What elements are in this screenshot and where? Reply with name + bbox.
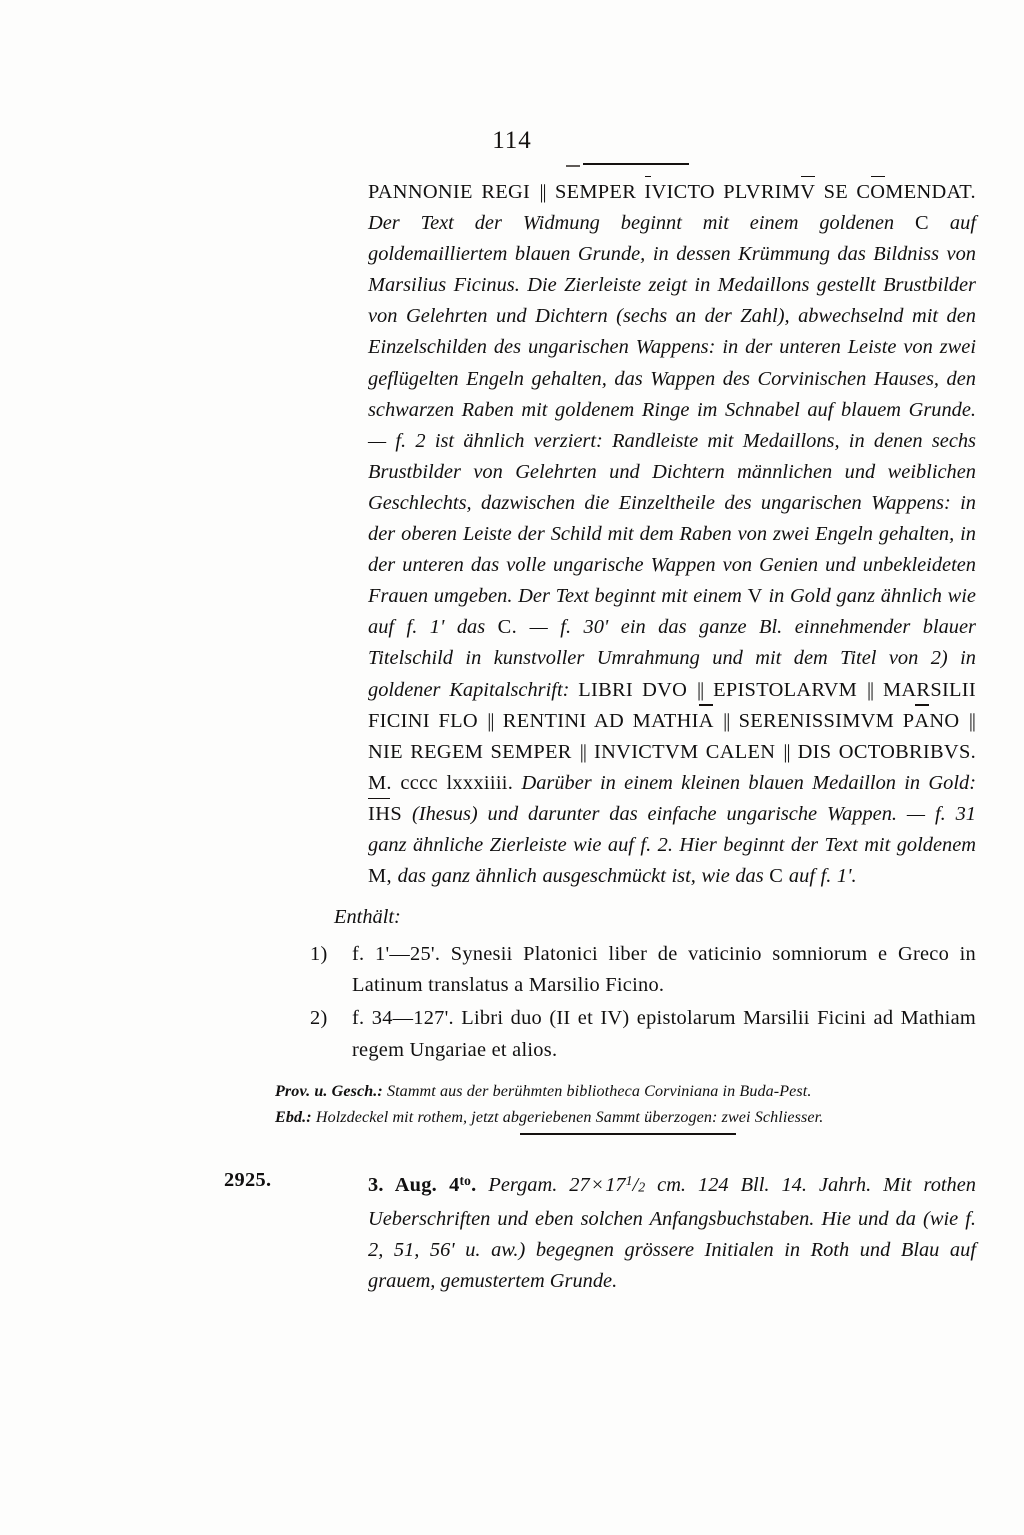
inscription-caps-comendat: COMENDAT. [856, 181, 976, 203]
initial-letter-C: C. [497, 616, 518, 639]
list-item [310, 1003, 976, 1065]
macron-letter: V [800, 177, 815, 208]
entry-format-period: . [471, 1174, 477, 1197]
commentary-text: — f. 30' ein das ganze Bl. einnehmender blauer Titelschild in kunstvoller Umrahmung und mit dem Titel von 2) in goldener Kapitalschrift: [368, 616, 976, 701]
initial-letter-V: V [747, 585, 763, 608]
entry-number: 2925. [224, 1169, 272, 1191]
fraction-numerator: 1 [625, 1174, 633, 1190]
multiplication-sign: × [591, 1174, 604, 1197]
title-caps: NIE REGEM SEMPER [368, 740, 572, 763]
line-break-mark: || [723, 709, 730, 732]
catalogue-entry-2925 [224, 1165, 976, 1297]
contents-label: Enthält: [334, 906, 401, 929]
page-header [0, 128, 1024, 153]
description-paragraph [368, 177, 976, 892]
entry-format-text: 3. Aug. 4 [368, 1174, 460, 1197]
contents-list [310, 939, 976, 1065]
page-number: 114 [492, 127, 532, 154]
title-caps-mathia: RENTINI AD MATHIA [503, 710, 714, 732]
title-caps: MARSILII FICINI FLO [368, 678, 976, 732]
macron-letter-pair: IH [368, 799, 390, 830]
fraction-denominator: 2 [638, 1180, 646, 1196]
commentary-text: auf f. 1'. [788, 865, 857, 888]
commentary-text: Darüber in einem kleinen blauen Medaillon in Gold: [521, 771, 976, 794]
line-break-mark: || [579, 740, 586, 763]
title-caps: LIBRI DVO [578, 678, 688, 701]
initial-letter-C: C [769, 865, 784, 888]
macron-letter: A [699, 706, 714, 737]
line-break-mark: || [539, 181, 546, 203]
commentary-text: auf goldemailliertem blauen Grunde, in dessen Krümmung das Bildniss von Marsilius Ficinus. Die Zierleiste zeigt in Medaillons gestellt Brustbilder von Gelehrten und Dichtern (sechs an der Zahl), abwechselnd mit den Einzelschilden des ungarischen Wappens: in der unteren Leiste von zwei geflügelten Engeln gehalten, das Wappen des Corvinischen Hauses, den schwarzen Raben mit goldenem Ringe im Schnabel auf blauem Grunde. — f. 2 ist ähnlich verziert: Randleiste mit Medaillons, in denen sechs Brustbilder von Gelehrten und Dichtern männlichen und weiblichen Geschlechts, dazwischen die Einzeltheile des ungarischen Wappens: in der oberen Leiste der Schild mit dem Raben von zwei Engeln gehalten, in der unteren das volle ungarische Wappen von Genien und unbekleideten Frauen umgeben. Der Text beginnt mit einem [368, 212, 976, 608]
inscription-caps-ivicto: IVICTO [644, 181, 715, 203]
title-caps: EPISTOLARVM [713, 678, 858, 701]
line-break-mark: || [697, 678, 704, 701]
commentary-text: in Gold ganz ähnlich wie auf f. 1' das [368, 585, 976, 639]
commentary-text: (Ihesus) und darunter das einfache ungarische Wappen. — f. 31 ganz ähnliche Zierleiste wie auf f. 2. Hier beginnt der Text mit goldenem [368, 802, 976, 856]
fraction-one-half: $^1$/2 [625, 1174, 646, 1197]
list-item-text: f. 34—127'. Libri duo (II et IV) epistolarum Marsilii Ficini ad Mathiam regem Ungariae et alios. [352, 1007, 976, 1061]
entry-width: 17 [605, 1174, 626, 1197]
entry-material-dimensions: Pergam. 27 [488, 1174, 590, 1197]
title-caps: INVICTVM CALEN [594, 740, 776, 763]
commentary-text: Der Text der Widmung beginnt mit einem goldenen [368, 212, 895, 235]
initial-letter-C: C [915, 212, 930, 235]
line-break-mark: || [968, 709, 975, 732]
provenance-note-label: Prov. u. Gesch.: [275, 1082, 383, 1100]
inscription-caps-plvrimv: PLVRIMV [723, 181, 815, 203]
line-break-mark: || [866, 678, 874, 701]
line-break-mark: || [783, 740, 790, 763]
inscription-caps: PANNONIE REGI [368, 181, 531, 203]
text-column [275, 177, 976, 1131]
binding-note-text: Holzdeckel mit rothem, jetzt abgeriebenen Sammt überzogen: zwei Schliesser. [315, 1109, 824, 1127]
initial-letter-M: M, [368, 865, 393, 888]
header-rule [583, 163, 689, 165]
entry-detail-text: cm. 124 Bll. 14. Jahrh. Mit rothen Ueberschriften und eben solchen Anfangsbuchstaben. Hie und da (wie f. 2, 51, 56' u. aw.) begegnen grössere Initialen in Roth und Blau auf grauem, gemustertem Grunde. [368, 1174, 976, 1293]
title-caps-pano: SERENISSIMVM PANO [739, 710, 960, 732]
entry-separator-rule [520, 1133, 736, 1135]
inscription-caps: SEMPER [554, 181, 637, 203]
provenance-note-text: Stammt aus der berühmten bibliotheca Corviniana in Buda-Pest. [386, 1082, 812, 1100]
binding-note-label: Ebd.: [275, 1109, 312, 1127]
entry-description [368, 1165, 976, 1297]
ihs-monogram: IHS [368, 803, 402, 825]
macron-letter: I [644, 177, 651, 208]
line-break-mark: || [487, 709, 494, 732]
title-caps-colophon: DIS OCTOBRIBVS. M. cccc lxxxiiii. [368, 740, 976, 794]
list-item-text: f. 1'—25'. Synesii Platonici liber de vaticinio somniorum e Greco in Latinum translatus a Marsilio Ficino. [352, 943, 976, 997]
inscription-caps: SE [823, 181, 849, 203]
list-item-marker: 2) [310, 1007, 328, 1030]
list-item [310, 939, 976, 1001]
header-rule-tick [566, 165, 580, 167]
macron-letter: O [870, 177, 885, 208]
macron-letter: A [914, 706, 929, 737]
entry-format-superscript: to [459, 1173, 472, 1188]
binding-note [275, 1105, 991, 1131]
entry-format-heading [368, 1174, 476, 1196]
list-item-marker: 1) [310, 943, 328, 966]
provenance-note [275, 1079, 991, 1105]
commentary-text: das ganz ähnlich ausgeschmückt ist, wie das [397, 865, 764, 888]
